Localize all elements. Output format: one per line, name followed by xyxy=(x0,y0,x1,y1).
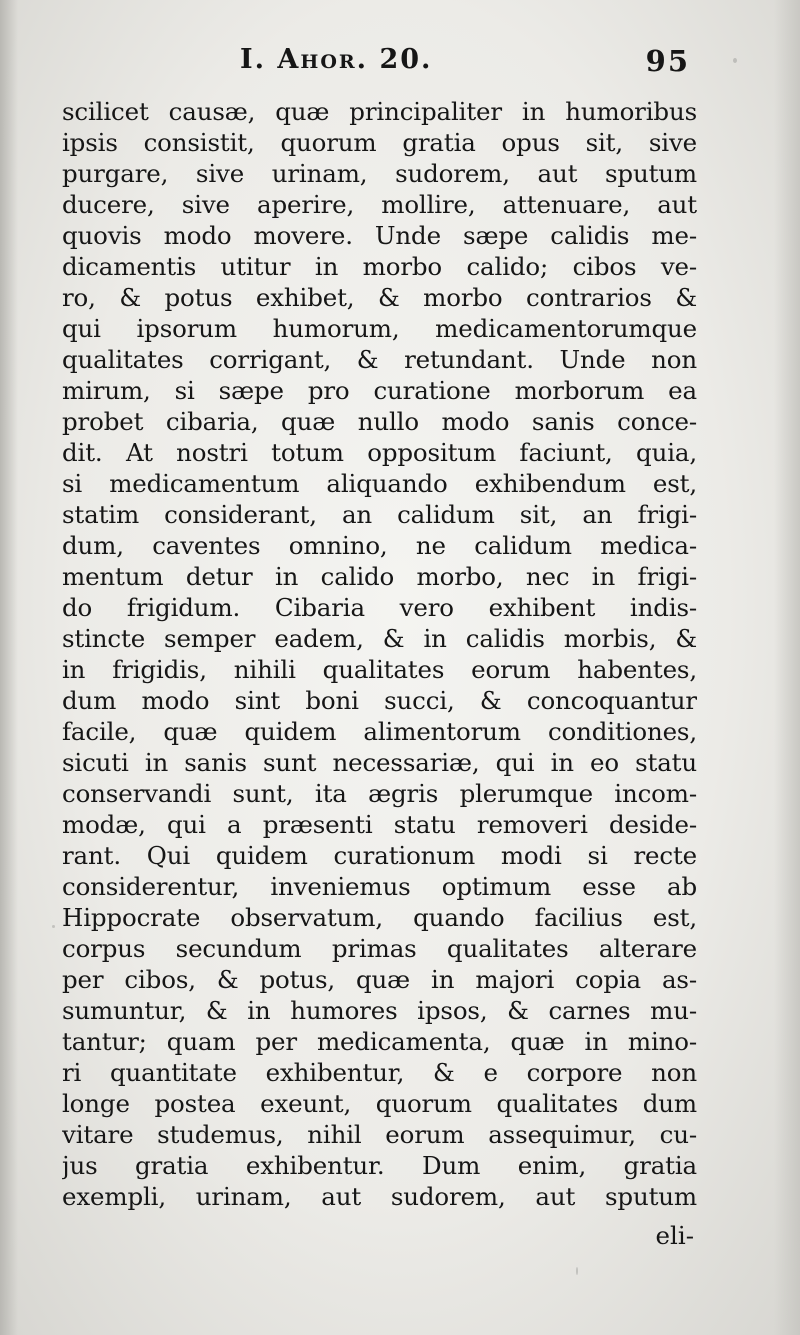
text-line: vitare studemus, nihil eorum assequimur, cu- xyxy=(62,1120,697,1149)
text-line: conservandi sunt, ita ægris plerumque incom- xyxy=(62,779,697,808)
text-line: dit. At nostri totum oppositum faciunt, quia, xyxy=(62,438,697,467)
text-line: facile, quæ quidem alimentorum conditiones, xyxy=(62,717,697,746)
text-line: exempli, urinam, aut sudorem, aut sputum xyxy=(62,1182,697,1211)
text-line: dum, caventes omnino, ne calidum medica- xyxy=(62,531,697,560)
body-text xyxy=(62,96,697,1212)
text-line: Hippocrate observatum, quando facilius est, xyxy=(62,903,697,932)
text-line: rant. Qui quidem curationum modi si recte xyxy=(62,841,697,870)
catchword: eli- xyxy=(655,1221,694,1250)
text-line: modæ, qui a præsenti statu removeri deside- xyxy=(62,810,697,839)
text-line: corpus secundum primas qualitates alterare xyxy=(62,934,697,963)
text-line: dicamentis utitur in morbo calido; cibos ve- xyxy=(62,252,697,281)
text-line: do frigidum. Cibaria vero exhibent indis- xyxy=(62,593,697,622)
page-edge-shadow xyxy=(774,0,800,1335)
text-line: per cibos, & potus, quæ in majori copia as- xyxy=(62,965,697,994)
text-line: jus gratia exhibentur. Dum enim, gratia xyxy=(62,1151,697,1180)
text-line: quovis modo movere. Unde sæpe calidis me- xyxy=(62,221,697,250)
text-line: ri quantitate exhibentur, & e corpore non xyxy=(62,1058,697,1087)
text-line: ducere, sive aperire, mollire, attenuare, aut xyxy=(62,190,697,219)
paper-speck xyxy=(576,1267,578,1275)
text-line: ipsis consistit, quorum gratia opus sit, sive xyxy=(62,128,697,157)
paper-speck xyxy=(733,58,737,63)
text-line: purgare, sive urinam, sudorem, aut sputum xyxy=(62,159,697,188)
text-line: si medicamentum aliquando exhibendum est, xyxy=(62,469,697,498)
page-header xyxy=(240,44,690,84)
page-number: 95 xyxy=(645,44,690,78)
text-line: ro, & potus exhibet, & morbo contrarios & xyxy=(62,283,697,312)
running-head: I. Ahor. 20. xyxy=(240,44,433,75)
paper-speck xyxy=(52,925,55,928)
text-line: considerentur, inveniemus optimum esse ab xyxy=(62,872,697,901)
text-line: longe postea exeunt, quorum qualitates dum xyxy=(62,1089,697,1118)
text-line: stincte semper eadem, & in calidis morbis, & xyxy=(62,624,697,653)
text-line: in frigidis, nihili qualitates eorum habentes, xyxy=(62,655,697,684)
text-line: statim considerant, an calidum sit, an frigi- xyxy=(62,500,697,529)
text-line: qualitates corrigant, & retundant. Unde non xyxy=(62,345,697,374)
text-line: mentum detur in calido morbo, nec in frigi- xyxy=(62,562,697,591)
text-line: qui ipsorum humorum, medicamentorumque xyxy=(62,314,697,343)
text-line: sicuti in sanis sunt necessariæ, qui in eo statu xyxy=(62,748,697,777)
text-line: sumuntur, & in humores ipsos, & carnes mu- xyxy=(62,996,697,1025)
text-line: dum modo sint boni succi, & concoquantur xyxy=(62,686,697,715)
text-line: probet cibaria, quæ nullo modo sanis conce- xyxy=(62,407,697,436)
text-line: mirum, si sæpe pro curatione morborum ea xyxy=(62,376,697,405)
text-line: tantur; quam per medicamenta, quæ in mino- xyxy=(62,1027,697,1056)
text-line: scilicet causæ, quæ principaliter in humoribus xyxy=(62,97,697,126)
page-gutter-shadow xyxy=(0,0,18,1335)
